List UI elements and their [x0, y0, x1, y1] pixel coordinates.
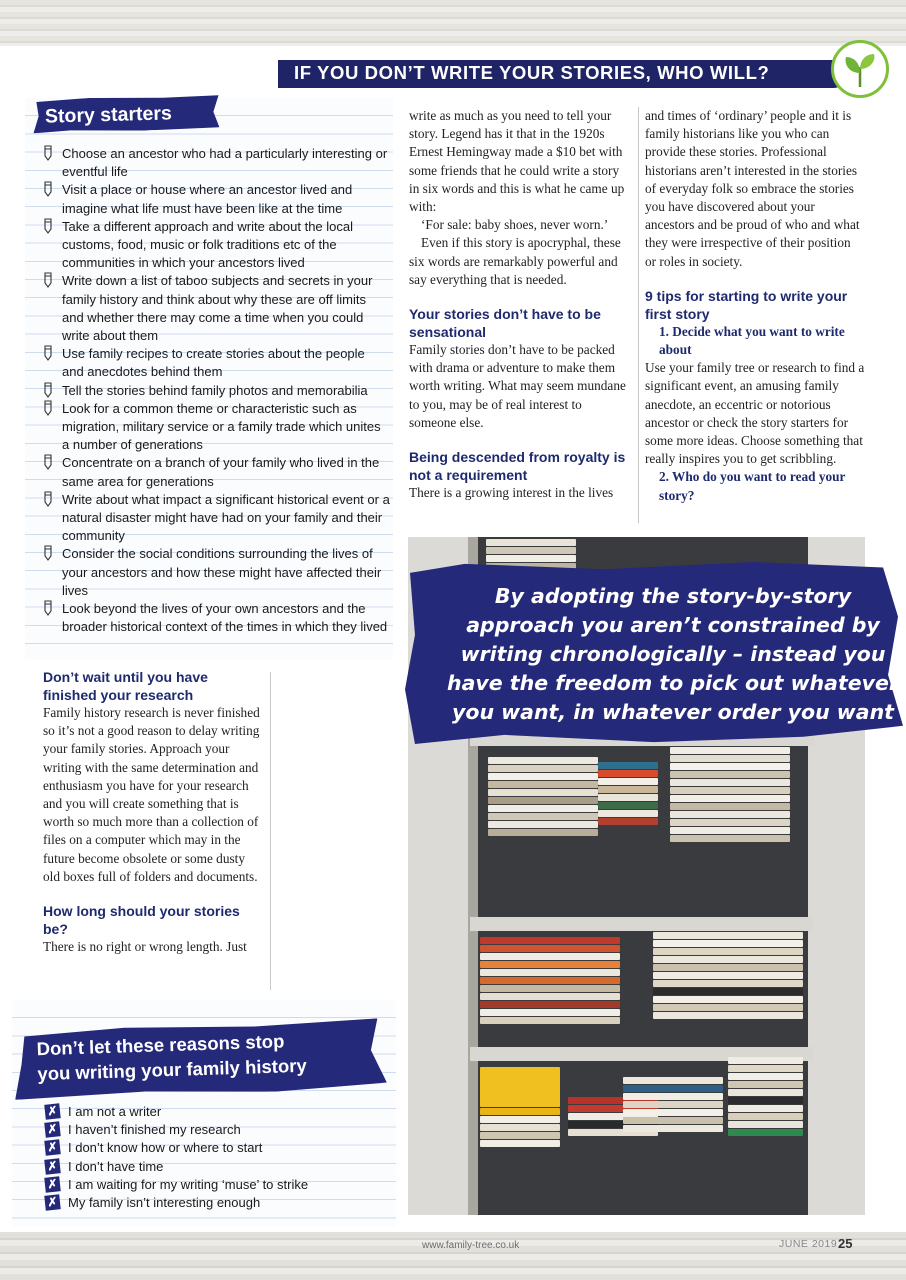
pencil-icon — [42, 145, 54, 161]
list-item — [45, 1158, 308, 1176]
list-item-text: Tell the stories behind family photos and memorabilia — [62, 382, 368, 398]
list-item — [40, 545, 390, 600]
pencil-icon — [42, 454, 54, 470]
hemingway-quote: ‘For sale: baby shoes, never worn.’ — [421, 217, 609, 233]
subheading: How long should your stories be? — [43, 903, 240, 938]
list-item-text: My family isn’t interesting enough — [68, 1195, 261, 1211]
list-item-text: Choose an ancestor who had a particularly interesting or eventful life — [62, 146, 388, 180]
book-stack — [488, 757, 598, 837]
list-item-text: I am not a writer — [68, 1104, 162, 1119]
article-column-3 — [645, 107, 865, 505]
list-item — [40, 400, 390, 455]
paragraph: Family stories don’t have to be packed with drama or adventure to make them worth writing. What may seem mundane to you, may be of real interest to someone else. — [409, 342, 626, 430]
list-item-text: Look beyond the lives of your own ancestors and the broader historical context of the times in which they lived — [62, 601, 388, 635]
list-item — [45, 1176, 308, 1194]
paragraph: Family history research is never finished so it’s not a good reason to delay writing your family stories. Approach your writing with the same determination and enthusiasm you have for your research and you will create something that is worth so much more than a collection of files on a computer which may in the future become obsolete or some dusty old boxes full of folders and documents. — [43, 705, 260, 884]
list-item-text: I haven’t finished my research — [68, 1122, 241, 1138]
list-item-text: Look for a common theme or characteristic such as migration, military service or a family trade which unites a number of generations — [62, 400, 381, 453]
list-item — [40, 145, 390, 181]
book-stack — [670, 747, 790, 843]
list-item — [40, 454, 390, 490]
subheading: 9 tips for starting to write your first story — [645, 287, 848, 322]
pencil-icon — [42, 545, 54, 561]
pencil-icon — [42, 400, 54, 416]
list-item — [40, 345, 390, 381]
column-divider — [638, 107, 639, 523]
cross-icon: ✗ — [44, 1194, 60, 1210]
wood-background-top — [0, 0, 906, 46]
subheading: Being descended from royalty is not a requirement — [409, 449, 626, 484]
cross-icon: ✗ — [44, 1103, 60, 1119]
book-stack — [480, 1067, 560, 1148]
footer-url[interactable]: www.family-tree.co.uk — [422, 1240, 520, 1251]
book-stack — [623, 1077, 723, 1133]
book-stack — [480, 937, 620, 1025]
subheading: Don’t wait until you have finished your research — [43, 669, 208, 703]
list-item-text: Visit a place or house where an ancestor lived and imagine what life must have been like at the time — [62, 182, 353, 216]
list-item-text: Write about what impact a significant historical event or a natural disaster might have had on your family and their community — [62, 491, 390, 544]
reasons-list — [45, 1103, 308, 1212]
paragraph: There is a growing interest in the lives — [409, 485, 614, 501]
list-item — [45, 1139, 308, 1157]
list-item-text: Use family recipes to create stories about the people and anecdotes behind them — [62, 346, 365, 380]
pencil-icon — [42, 181, 54, 197]
paragraph: write as much as you need to tell your story. Legend has it that in the 1920s Ernest Hemingway made a $10 bet with some friends that he could write a story in six words and this is what he came up with: — [409, 108, 625, 215]
pencil-icon — [42, 272, 54, 288]
list-item — [45, 1121, 308, 1139]
list-item — [40, 600, 390, 636]
pencil-icon — [42, 345, 54, 361]
page-title: IF YOU DON’T WRITE YOUR STORIES, WHO WILL? — [294, 62, 770, 83]
column-divider — [270, 672, 271, 990]
pencil-icon — [42, 218, 54, 234]
paragraph: There is no right or wrong length. Just — [43, 939, 247, 955]
list-item — [45, 1103, 308, 1121]
book-stack — [728, 1057, 803, 1137]
pencil-icon — [42, 491, 54, 507]
list-item — [40, 181, 390, 217]
pencil-icon — [42, 600, 54, 616]
list-item — [45, 1194, 308, 1212]
article-column-1 — [43, 668, 265, 956]
list-item — [40, 382, 390, 400]
shelf-board — [470, 917, 814, 931]
pencil-icon — [42, 382, 54, 398]
book-stack — [598, 762, 658, 826]
footer-date: JUNE 2019 — [779, 1238, 838, 1250]
list-item — [40, 491, 390, 546]
cross-icon: ✗ — [44, 1140, 60, 1156]
cross-icon: ✗ — [44, 1176, 60, 1192]
cross-icon: ✗ — [44, 1121, 60, 1137]
page-number: 25 — [838, 1236, 853, 1251]
paragraph: Even if this story is apocryphal, these six words are remarkably powerful and say everything that is needed. — [409, 235, 621, 287]
subheading: Your stories don’t have to be sensational — [409, 306, 601, 341]
reasons-heading-line: you writing your family history — [37, 1054, 307, 1085]
list-item-text: Write down a list of taboo subjects and secrets in your family history and think about why these are off limits and whether there may come a time when you could write about them — [62, 273, 373, 344]
tip-heading: 2. Who do you want to read your story? — [659, 469, 846, 503]
list-item — [40, 218, 390, 273]
reasons-heading-line: Don’t let these reasons stop — [36, 1030, 285, 1060]
list-item-text: I don’t have time — [68, 1158, 164, 1174]
list-item-text: Consider the social conditions surrounding the lives of your ancestors and how these might have affected their lives — [62, 546, 382, 598]
tip-heading: 1. Decide what you want to write about — [659, 323, 845, 358]
pull-quote: By adopting the story-by-story approach you aren’t constrained by writing chronologically – instead you have the freedom to pick out whatever you want, in whatever order you want — [446, 584, 900, 724]
list-item-text: I don’t know how or where to start — [68, 1140, 263, 1156]
book-stack — [653, 932, 803, 1020]
cross-icon: ✗ — [44, 1158, 60, 1174]
paragraph: and times of ‘ordinary’ people and it is family historians like you who can provide these stories. Professional historians aren’t interested in the stories of everyday folk so embrace the stories you have discovered about your ancestors and be proud of who and what they were irrespective of their position or roles in society. — [645, 108, 860, 269]
story-starters-list — [40, 145, 390, 636]
article-column-2 — [409, 107, 631, 502]
paragraph: Use your family tree or research to find a significant event, an amusing family anecdote, an eccentric or notorious ancestor or check the story starters for some more ideas. Choose something that really inspires you to get scribbling. — [645, 360, 865, 467]
list-item — [40, 272, 390, 345]
list-item-text: I am waiting for my writing ‘muse’ to strike — [68, 1176, 309, 1192]
list-item-text: Take a different approach and write about the local customs, food, music or folk traditions etc of the communities in which your ancestors lived — [62, 218, 354, 271]
list-item-text: Concentrate on a branch of your family who lived in the same area for generations — [62, 455, 380, 489]
reasons-heading — [36, 1028, 307, 1086]
story-starters-heading: Story starters — [44, 102, 173, 128]
tree-logo-icon — [831, 40, 889, 98]
